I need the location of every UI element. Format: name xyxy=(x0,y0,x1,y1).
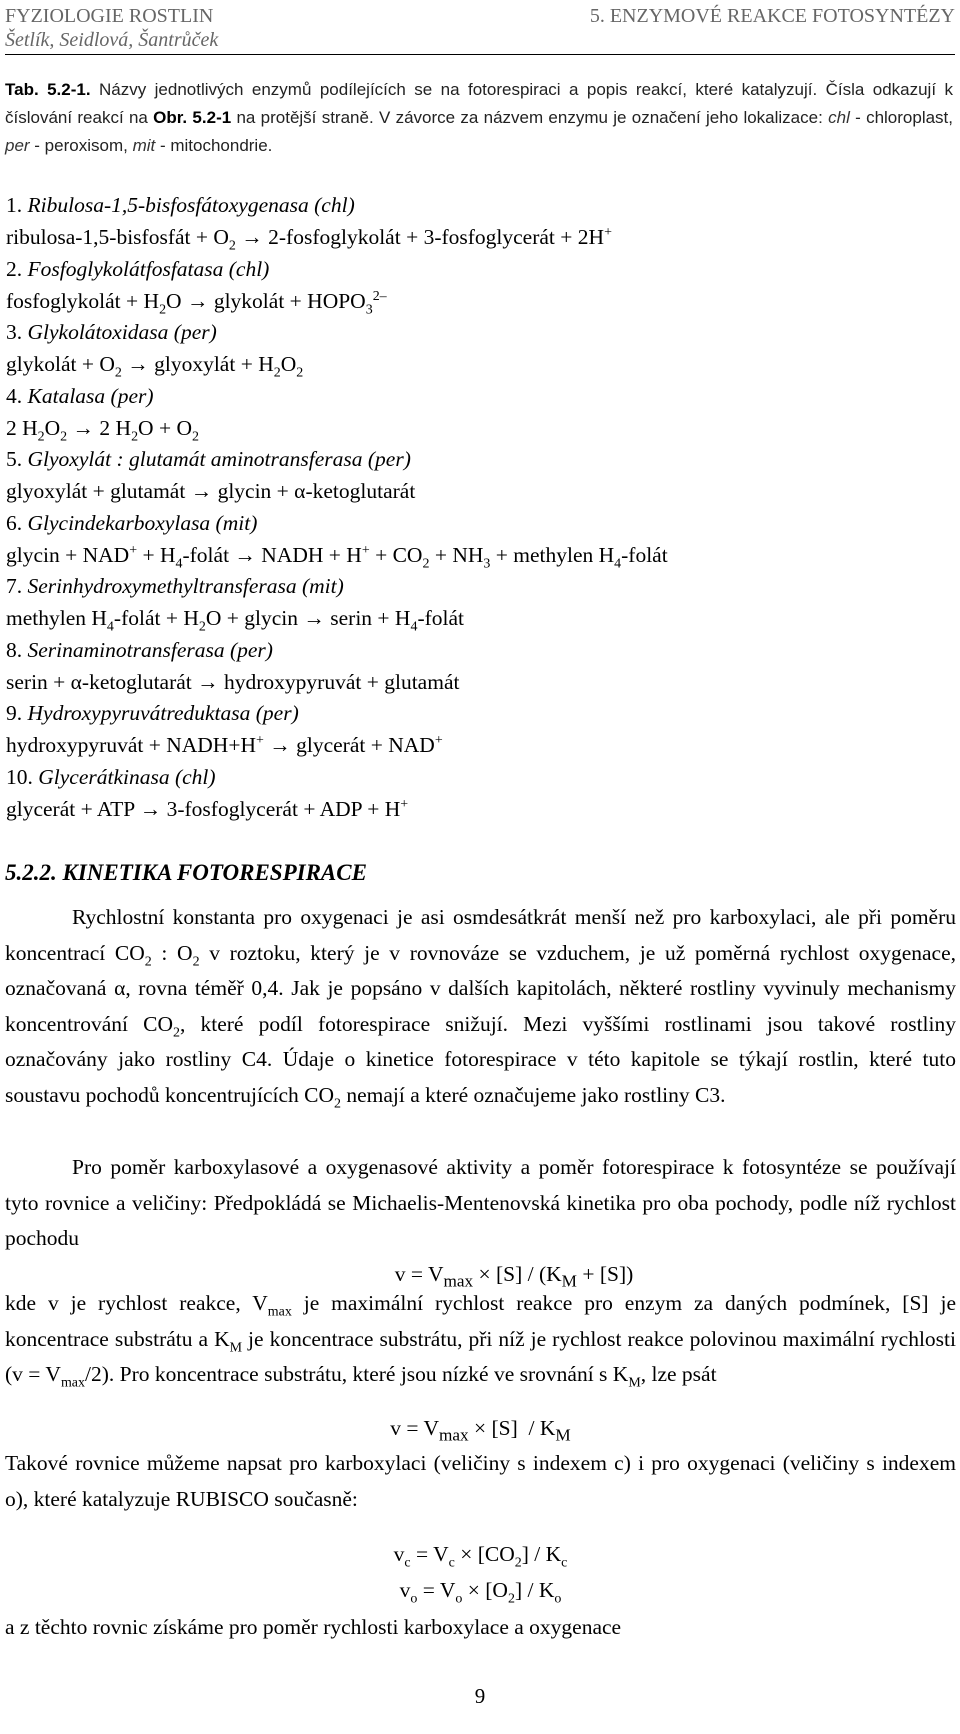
reaction-1 xyxy=(6,190,954,254)
enzyme-name: 8. Serinaminotransferasa (per) xyxy=(6,637,273,662)
reaction-equation: glycin + $NAD^+ + H_4$-folát → NADH + $H^+ + CO_2 + NH_3$ + methylen $H_4$-folát xyxy=(6,542,668,571)
reaction-equation: serin + α-ketoglutarát → hydroxypyruvát + glutamát xyxy=(6,669,460,694)
reaction-10 xyxy=(6,762,954,826)
caption-figure-ref: Obr. 5.2-1 xyxy=(153,108,232,127)
reaction-equation: ribulosa-1,5-bisfosfát + $O_2$ → 2-fosfoglykolát + 3-fosfoglycerát + 2H+ xyxy=(6,224,612,254)
enzyme-name: 2. Fosfoglykolátfosfatasa (chl) xyxy=(6,256,270,281)
section-heading: 5.2.2. KINETIKA FOTORESPIRACE xyxy=(5,860,367,885)
running-header xyxy=(5,2,955,55)
paragraph-rubisco: Takové rovnice můžeme napsat pro karboxylaci (veličiny s indexem c) i pro oxygenaci (veličiny s indexem o), které katalyzuje RUBISCO současně: xyxy=(5,1451,956,1511)
enzyme-name: 4. Katalasa (per) xyxy=(6,383,154,408)
reaction-2 xyxy=(6,254,954,318)
reaction-6 xyxy=(6,508,954,572)
oxygenation-equation: $v_o = V_o \times [O_2] / K_o$ xyxy=(399,1577,562,1606)
paragraph-kinetics: Rychlostní konstanta pro oxygenaci je asi osmdesátkrát menší než pro karboxylaci, ale při poměru koncentrací $CO_2$ : $O_2$ v roztoku, který je v rovnováze se vzduchem, je už poměrná rychlost oxygenace, označovaná α, rovna téměř 0,4. Jak je popsáno v dalších kapitolách, některé rostliny vyvinuly mechanismy koncentrování $CO_2$, které podíl fotorespirace snižují. Mezi vyššími rostlinami jsou takové rostliny označovány jako rostliny C4. Údaje o kinetice fotorespirace v této kapitole se týkají rostlin, které tuto soustavu pochodů koncentrujících $CO_2$ nemají a které označujeme jako rostliny C3. xyxy=(5,905,957,1111)
reaction-equation: glyoxylát + glutamát → glycin + α-ketoglutarát xyxy=(6,479,416,503)
table-caption: Tab. 5.2-1. Názvy jednotlivých enzymů podílejících se na fotorespiraci a popis reakcí, které katalyzují. Čísla odkazují k číslování reakcí na Obr. 5.2-1 na protější straně. V závorce za názvem enzymu je označení jeho lokalizace: chl - chloroplast, per - peroxisom, mit - mitochondrie. xyxy=(5,80,954,155)
reaction-8 xyxy=(6,635,954,699)
header-right-title: 5. ENZYMOVÉ REAKCE FOTOSYNTÉZY xyxy=(589,5,955,27)
paragraph-equations-intro: Pro poměr karboxylasové a oxygenasové aktivity a poměr fotorespirace k fotosyntéze se používají tyto rovnice a veličiny: Předpokládá se Michaelis-Mentenovská kinetika pro oba pochody, podle níž rychlost pochodu $v = V_{max} \times [S] / (K_M + [S])$ xyxy=(5,1150,956,1292)
header-authors: Šetlík, Seidlová, Šantrůček xyxy=(5,29,219,51)
reaction-equation: fosfoglykolát + $H_2O$ → glykolát + $HOPO_3^{2-}$ xyxy=(6,288,387,317)
header-left-title: FYZIOLOGIE ROSTLIN xyxy=(5,5,214,27)
enzyme-name: 5. Glyoxylát : glutamát aminotransferasa (per) xyxy=(6,447,411,471)
enzyme-name: 3. Glykolátoxidasa (per) xyxy=(6,320,217,344)
enzyme-name: 7. Serinhydroxymethyltransferasa (mit) xyxy=(6,574,344,598)
paragraph-definitions: kde v je rychlost reakce, $V_{max}$ je maximální rychlost reakce pro enzym za daných podmínek, [S] je koncentrace substrátu a $K_M$ je koncentrace substrátu, při níž je rychlost reakce polovinou maximální rychlosti $(v = V_{max}/2)$. Pro koncentrace substrátu, které jsou nízké ve srovnání s $K_M$, lze psát $v = V_{max} \times [S] / K_M$ Takové rovnice můžeme napsat pro karboxylaci (veličiny s indexem c) i pro oxygenaci (veličiny s indexem o), které katalyzuje RUBISCO současně: xyxy=(5,1286,956,1517)
reaction-9 xyxy=(6,698,954,762)
page-number: 9 xyxy=(474,1684,486,1708)
michaelis-menten-equation: $v = V_{max} \times [S] / (K_M + [S])$ xyxy=(394,1261,634,1290)
reaction-equation: hydroxypyruvát + NADH+H+ → glycerát + NAD+ xyxy=(6,732,443,757)
reaction-equation: glykolát + $O_2$ → glyoxylát + $H_2O_2$ xyxy=(6,352,304,381)
paragraph-ratio: a z těchto rovnic získáme pro poměr rychlosti karboxylace a oxygenace xyxy=(5,1615,622,1639)
reaction-list xyxy=(6,190,954,825)
reaction-7 xyxy=(6,571,954,635)
low-substrate-equation: $v = V_{max} \times [S] / K_M$ xyxy=(390,1415,571,1444)
reaction-equation: 2 $H_2O_2 \to 2$ $H_2O + O_2$ xyxy=(6,415,199,444)
enzyme-name: 6. Glycindekarboxylasa (mit) xyxy=(6,510,258,535)
enzyme-name: 10. Glycerátkinasa (chl) xyxy=(6,764,216,789)
caption-label: Tab. 5.2-1. xyxy=(5,80,91,99)
carboxylation-equation: $v_c = V_c \times [CO_2] / K_c$ xyxy=(393,1542,568,1571)
reaction-3 xyxy=(6,317,954,381)
reaction-4 xyxy=(6,381,954,445)
enzyme-name: 1. Ribulosa-1,5-bisfosfátoxygenasa (chl) xyxy=(6,193,355,217)
enzyme-name: 9. Hydroxypyruvátreduktasa (per) xyxy=(6,701,299,725)
reaction-equation: methylen $H_4$-folát + $H_2O$ + glycin → serin + $H_4$-folát xyxy=(6,606,464,635)
reaction-equation: glycerát + ATP → 3-fosfoglycerát + ADP + H+ xyxy=(6,796,409,821)
equation-block xyxy=(5,1537,956,1608)
reaction-5 xyxy=(6,444,954,508)
